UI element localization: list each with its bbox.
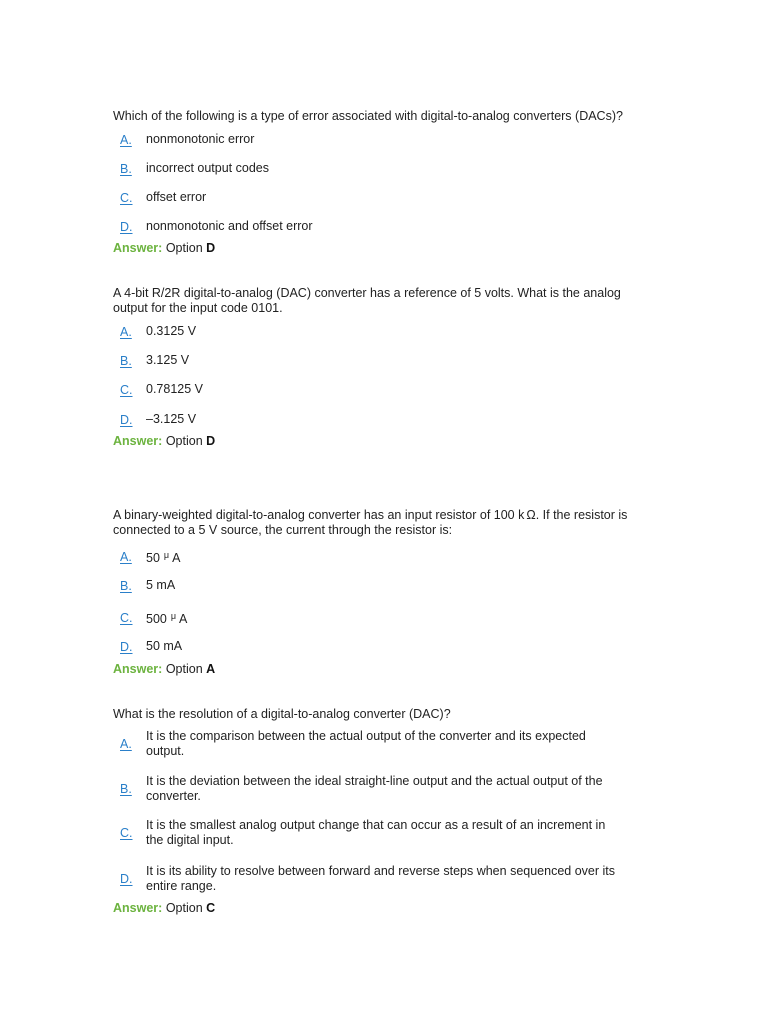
option-b[interactable]: [120, 578, 655, 593]
option-value: 50: [146, 551, 160, 565]
question-1: [113, 109, 658, 255]
option-d[interactable]: [120, 864, 630, 894]
option-letter[interactable]: C.: [120, 611, 133, 625]
answer-label: Answer:: [113, 901, 163, 915]
question-2: [113, 286, 658, 448]
answer-line: [113, 241, 215, 255]
question-4: [113, 707, 658, 915]
option-d[interactable]: [120, 219, 655, 234]
answer-label: Answer:: [113, 434, 163, 448]
option-text: [146, 609, 187, 627]
option-text: offset error: [146, 190, 207, 204]
option-d[interactable]: [120, 639, 655, 654]
option-d[interactable]: [120, 412, 655, 427]
answer-prefix: Option: [165, 434, 203, 448]
question-3: [113, 508, 658, 676]
option-text: It is the smallest analog output change that can occur as a result of an increment in the digital input.: [146, 818, 606, 847]
answer-prefix: Option: [165, 662, 203, 676]
answer-prefix: Option: [165, 901, 203, 915]
answer-line: [113, 662, 215, 676]
answer-value: D: [206, 434, 216, 448]
option-letter[interactable]: A.: [120, 550, 132, 564]
option-letter[interactable]: A.: [120, 324, 132, 339]
option-letter[interactable]: D.: [120, 219, 133, 234]
option-a[interactable]: [120, 548, 655, 566]
option-letter[interactable]: D.: [120, 872, 133, 886]
question-text: Which of the following is a type of error associated with digital-to-analog converters (DACs)?: [113, 109, 623, 123]
micro-symbol: μ: [163, 550, 170, 560]
micro-symbol: μ: [170, 611, 177, 621]
option-letter[interactable]: B.: [120, 578, 132, 593]
option-letter[interactable]: B.: [120, 161, 132, 176]
question-text: What is the resolution of a digital-to-analog converter (DAC)?: [113, 707, 451, 721]
option-text: [146, 548, 180, 566]
option-text: 3.125 V: [146, 353, 190, 367]
option-c[interactable]: [120, 382, 655, 397]
omega-symbol: Ω: [526, 508, 536, 522]
option-text: It is the deviation between the ideal straight-line output and the actual output of the converter.: [146, 774, 603, 803]
option-text: It is the comparison between the actual output of the converter and its expected output.: [146, 729, 586, 758]
option-value: 500: [146, 612, 167, 626]
option-unit: A: [172, 551, 181, 565]
answer-value: A: [206, 662, 216, 676]
answer-value: C: [206, 901, 216, 915]
option-letter[interactable]: B.: [120, 353, 132, 368]
option-b[interactable]: [120, 774, 620, 804]
answer-label: Answer:: [113, 662, 163, 676]
option-letter[interactable]: C.: [120, 826, 133, 840]
option-text: –3.125 V: [146, 412, 197, 426]
option-text: 0.78125 V: [146, 382, 203, 396]
question-text: [113, 508, 658, 538]
option-c[interactable]: [120, 818, 620, 848]
option-text: nonmonotonic error: [146, 132, 255, 146]
option-a[interactable]: [120, 324, 655, 339]
option-letter[interactable]: A.: [120, 132, 132, 147]
option-text: 0.3125 V: [146, 324, 197, 338]
answer-line: [113, 434, 215, 448]
question-text: A 4-bit R/2R digital-to-analog (DAC) converter has a reference of 5 volts. What is the analog output for the input code 0101.: [113, 286, 621, 315]
answer-label: Answer:: [113, 241, 163, 255]
option-b[interactable]: [120, 161, 655, 176]
option-letter[interactable]: D.: [120, 412, 133, 427]
option-b[interactable]: [120, 353, 655, 368]
option-letter[interactable]: A.: [120, 737, 132, 751]
question-text-part: . If the resistor is connected to a 5 V source, the current through the resistor is:: [113, 508, 628, 537]
option-a[interactable]: [120, 729, 620, 759]
option-letter[interactable]: C.: [120, 190, 133, 205]
question-text-part: A binary-weighted digital-to-analog converter has an input resistor of 100 k: [113, 508, 525, 522]
option-text: 50 mA: [146, 639, 183, 653]
option-text: It is its ability to resolve between forward and reverse steps when sequenced over its entire range.: [146, 864, 615, 893]
answer-prefix: Option: [165, 241, 203, 255]
option-c[interactable]: [120, 609, 655, 627]
option-letter[interactable]: D.: [120, 639, 133, 654]
option-text: incorrect output codes: [146, 161, 269, 175]
option-a[interactable]: [120, 132, 655, 147]
option-text: nonmonotonic and offset error: [146, 219, 313, 233]
answer-value: D: [206, 241, 216, 255]
answer-line: [113, 901, 215, 915]
option-letter[interactable]: B.: [120, 782, 132, 796]
option-text: 5 mA: [146, 578, 176, 592]
option-letter[interactable]: C.: [120, 382, 133, 397]
option-c[interactable]: [120, 190, 655, 205]
option-unit: A: [179, 612, 188, 626]
